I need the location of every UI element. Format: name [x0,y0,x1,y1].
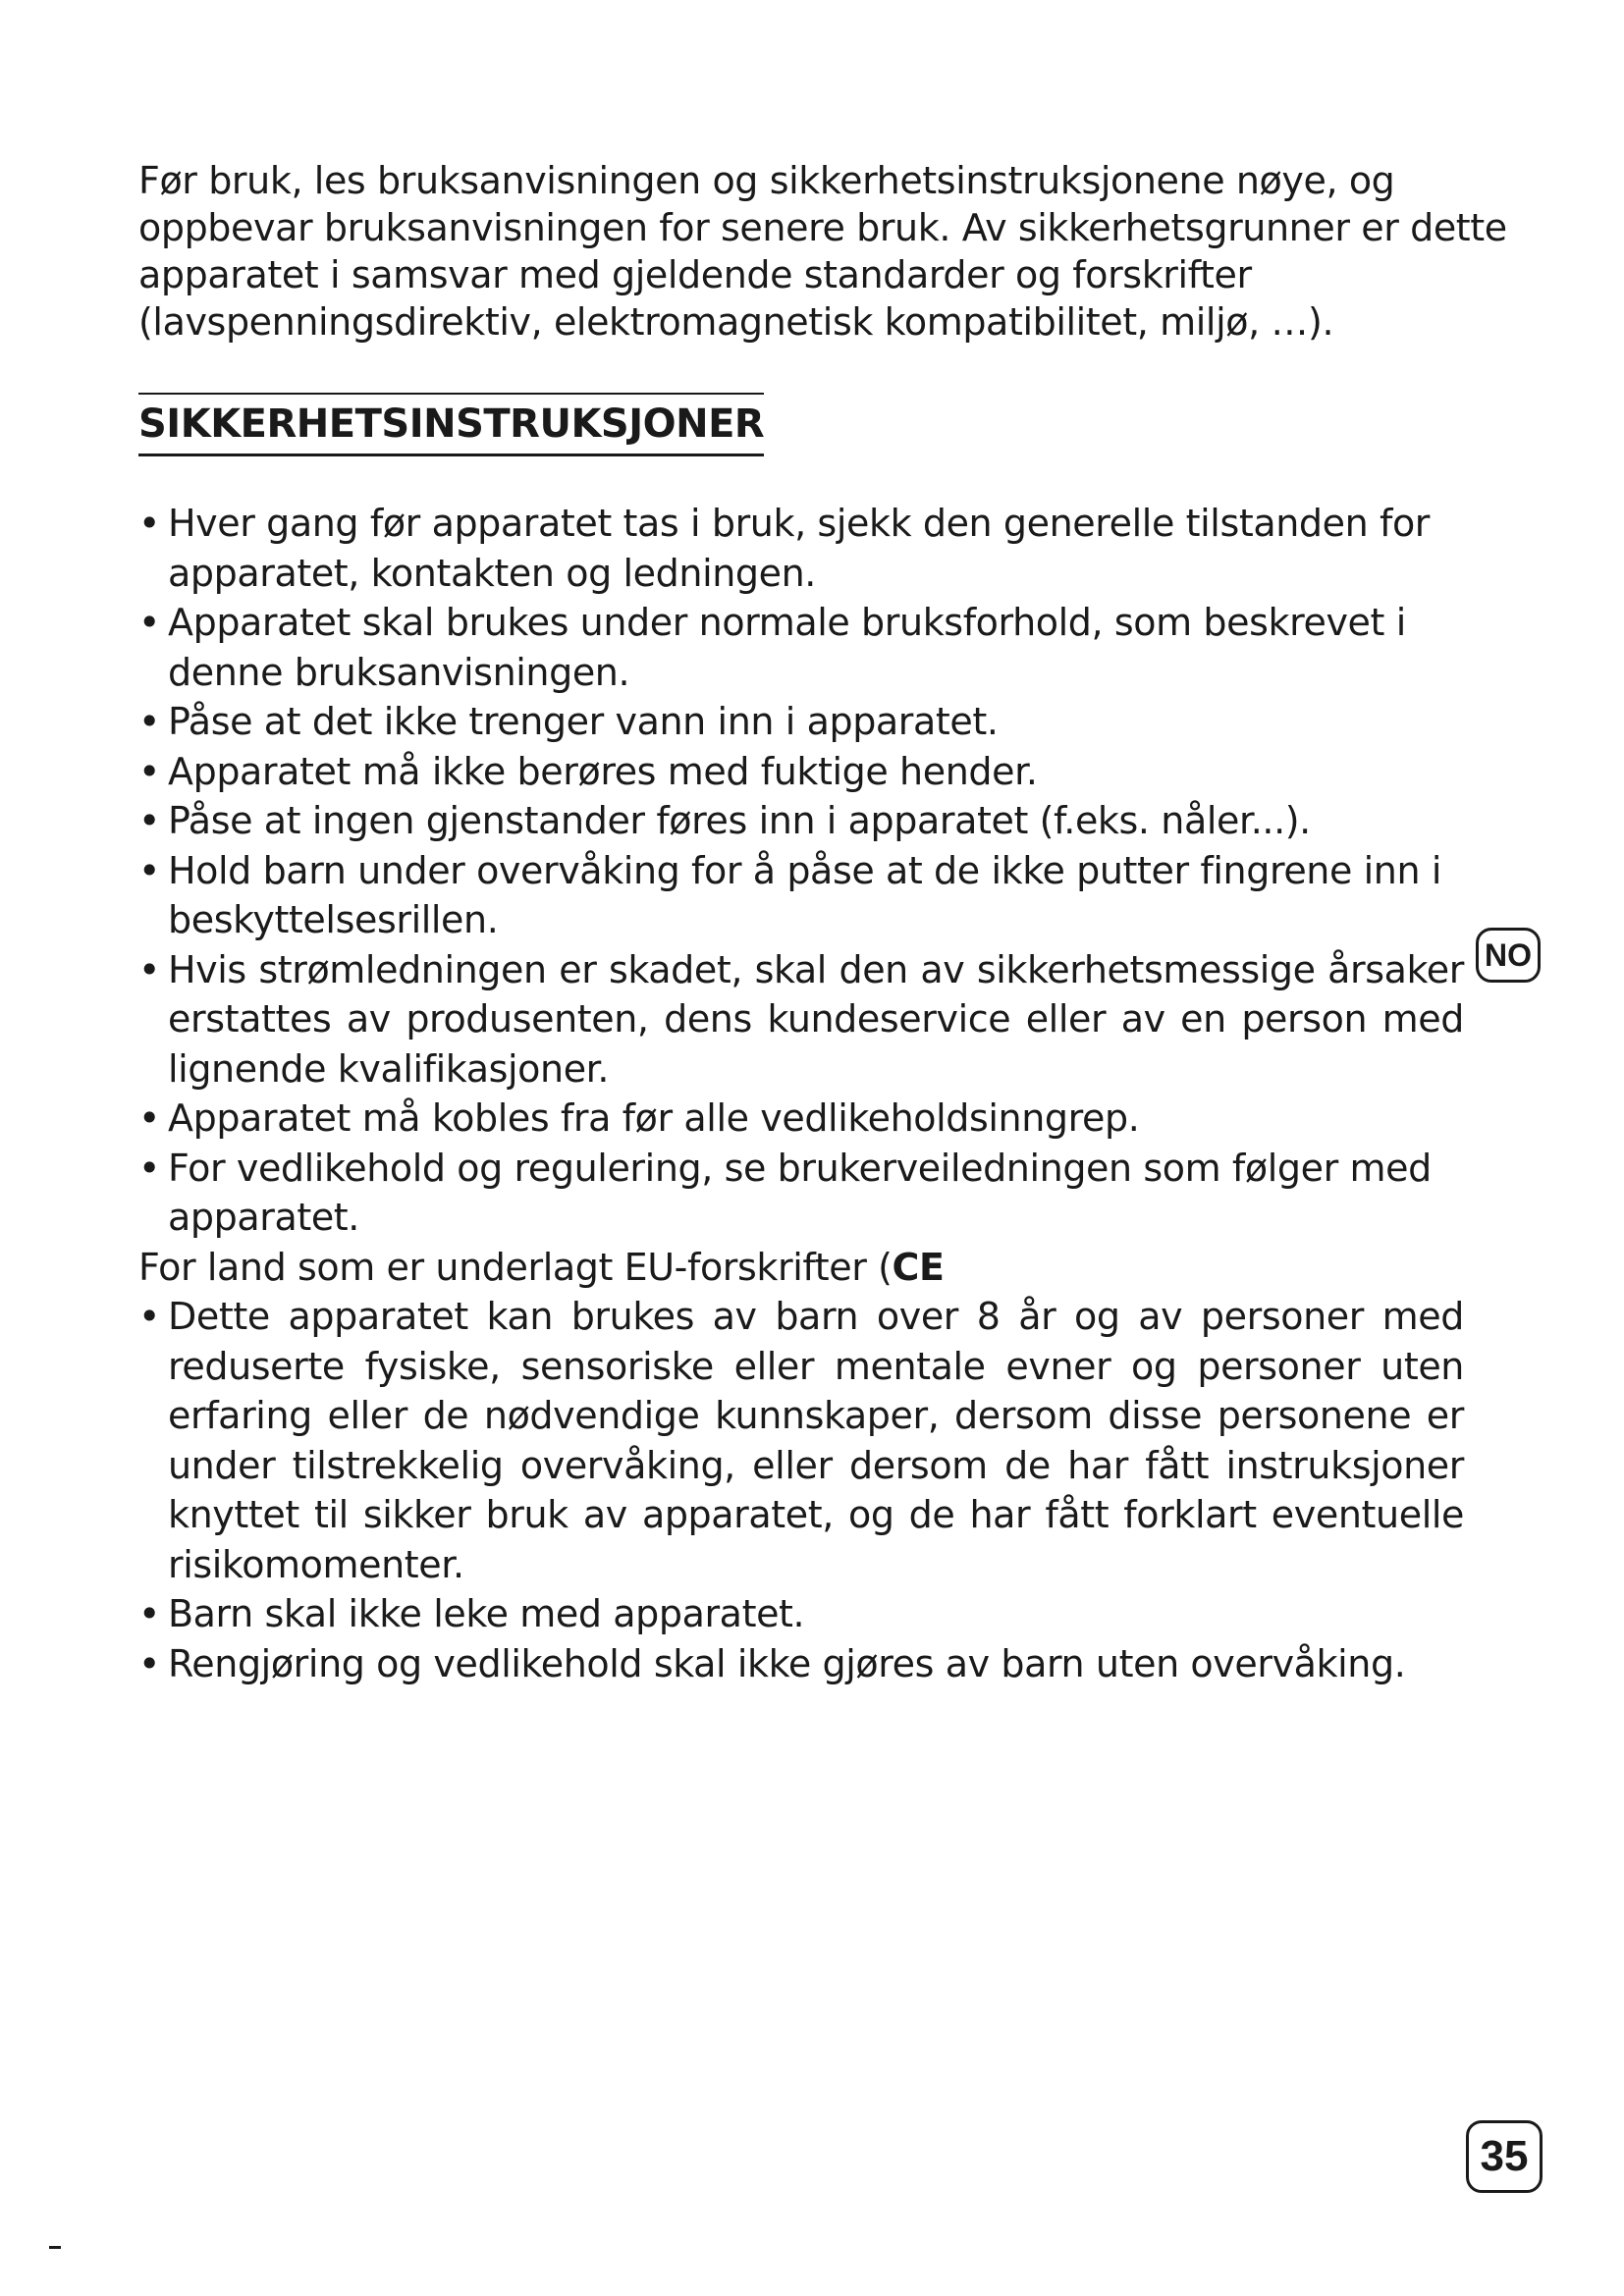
intro-paragraph: Før bruk, les bruksanvisningen og sikkerhetsinstruksjonene nøye, og oppbevar bruksanvisningen for senere bruk. Av sikkerhetsgrunner er dette apparatet i samsvar med gjeldende standarder og forskrifter (lavspenningsdirektiv, elektromagnetisk kompatibilitet, miljø, …). [138,159,1507,344]
page-number: 35 [1466,2120,1543,2193]
instruction-item: • Påse at ingen gjenstander føres inn i apparatet (f.eks. nåler...). [138,796,1464,846]
instruction-item: • Påse at det ikke trenger vann inn i apparatet. [138,697,1464,747]
instruction-item: • Hver gang før apparatet tas i bruk, sjekk den generelle tilstanden for apparatet, kontakten og ledningen. [138,499,1464,598]
corner-crop-mark [49,2246,61,2249]
eu-regulation-note [138,1243,1464,1293]
instruction-item: • Apparatet skal brukes under normale bruksforhold, som beskrevet i denne bruksanvisningen. [138,598,1464,697]
instruction-item: • For vedlikehold og regulering, se brukerveiledningen som følger med apparatet. [138,1144,1464,1243]
instruction-item: • Hvis strømledningen er skadet, skal den av sikkerhetsmessige årsaker erstattes av produsenten, dens kundeservice eller av en person med lignende kvalifikasjoner. [138,945,1464,1095]
safety-instructions-list [138,499,1464,1688]
eu-instruction-item: • Rengjøring og vedlikehold skal ikke gjøres av barn uten overvåking. [138,1639,1464,1689]
eu-instruction-item: • Barn skal ikke leke med apparatet. [138,1589,1464,1639]
section-title: SIKKERHETSINSTRUKSJONER [138,393,764,456]
instruction-item: • Hold barn under overvåking for å påse at de ikke putter fingrene inn i beskyttelsesrillen. [138,846,1464,945]
eu-instruction-item: • Dette apparatet kan brukes av barn over 8 år og av personer med reduserte fysiske, sensoriske eller mentale evner og personer uten erfaring eller de nødvendige kunnskaper, dersom disse personene er under tilstrekkelig overvåking, eller dersom de har fått instruksjoner knyttet til sikker bruk av apparatet, og de har fått forklart eventuelle risikomomenter. [138,1292,1464,1589]
eu-note-text: For land som er underlagt EU-forskrifter ( [138,1245,893,1289]
language-badge: NO [1476,928,1541,983]
ce-mark-icon: CE [892,1245,945,1289]
instruction-item: • Apparatet må ikke berøres med fuktige hender. [138,747,1464,797]
instruction-item: • Apparatet må kobles fra før alle vedlikeholdsinngrep. [138,1094,1464,1144]
